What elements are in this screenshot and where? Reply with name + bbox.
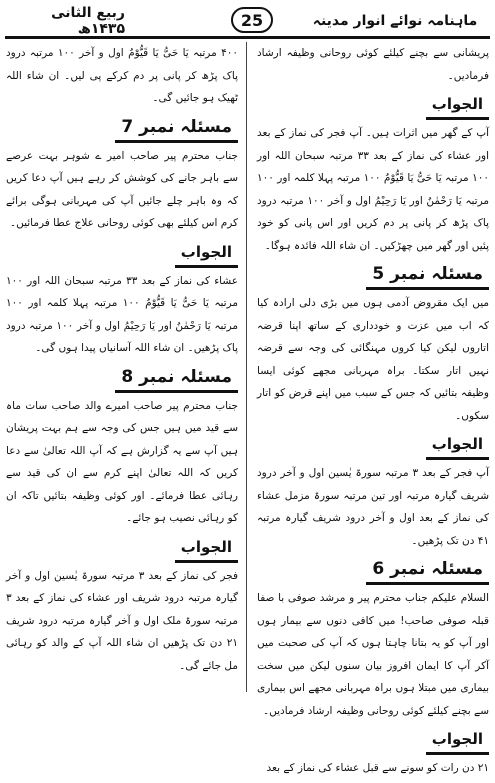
answer-heading: الجواب [257, 431, 489, 460]
answer-text: عشاء کی نماز کے بعد ۳۳ مرتبہ سبحان اللہ اور ۱۰۰ مرتبہ یَا حَیُّ یَا قَیُّوْمُ ۱۰۰ مرتبہ پہلا کلمہ اور ۱۰۰ مرتبہ یَا رَحْمٰنُ اور یَا رَحِیْمُ اول و آخر ۱۰۰ مرتبہ درود پاک پڑھیں۔ ان شاء اللہ آسانیاں پیدا ہوں گی۔ [6, 274, 239, 354]
column-divider [246, 42, 247, 692]
page-header [5, 6, 490, 36]
question-ending-text: پریشانی سے بچنے کیلئے کوئی روحانی وظیفہ ارشاد فرمادیں۔ [257, 47, 489, 82]
answer-text: آپ فجر کے بعد ۳ مرتبہ سورۃ یٰسین اول و آخر درود شریف گیارہ مرتبہ اور تین مرتبہ سورۃ مزمل عشاء کی نماز کے بعد اول و آخر درود شریف گیارہ مرتبہ ۴۱ دن تک پڑھیں۔ [257, 467, 489, 547]
answer-heading: الجواب [6, 534, 238, 563]
answer-text: آپ کے گھر میں اثرات ہیں۔ آپ فجر کی نماز کے بعد اور عشاء کی نماز کے بعد ۳۳ مرتبہ سبحان اللہ اور ۱۰۰ مرتبہ یَا حَیُّ یَا قَیُّوْمُ ۱۰۰ مرتبہ پہلا کلمہ اور ۱۰۰ مرتبہ یَا رَحْمٰنُ اور یَا رَحِیْمُ اول و آخر ۱۰۰ مرتبہ درود پاک پڑھ کر پانی پر دم کریں اور اس پانی کو خود پئیں اور گھر میں چھڑکیں۔ ان شاء اللہ فائدہ ہوگا۔ [257, 127, 489, 252]
question-text-6: السلام علیکم جناب محترم پیر و مرشد صوفی با صفا قبلہ صوفی صاحب! میں کافی دنوں سے بیمار ہوں اور آپ کو یہ بتانا چاہتا ہوں کہ آپ کی صحبت میں آکر آپ کا ایمان افروز بیان سنوں لیکن میں سخت بیماری میں مبتلا ہوں براہ مہربانی مجھے اس بیماری سے بچنے کیلئے کوئی روحانی وظیفہ ارشاد فرمادیں۔ [257, 592, 489, 717]
header-rule [5, 36, 490, 39]
answer-heading: الجواب [257, 726, 489, 755]
question-heading-7: مسئلہ نمبر 7 [6, 114, 238, 143]
right-column [257, 42, 489, 783]
answer-text: ۲۱ دن رات کو سونے سے قبل عشاء کی نماز کے بعد [266, 762, 489, 774]
question-text-7: جناب محترم پیر صاحب امیر ے شوہر بہت عرصے سے باہر جانے کی کوشش کر رہے ہیں آپ دعا کریں کہ وہ باہر چلے جائیں آپ کی مہربانی ہوگی برائے کرم اس کیلئے بھی کوئی روحانی علاج عطا فرمائیں۔ [6, 149, 238, 229]
header-magazine-title: ماہنامہ نوائے انوار مدینہ [312, 13, 478, 29]
answer-continuation-text: ۴۰۰ مرتبہ یَا حَیُّ یَا قَیُّوْمُ اول و آخر ۱۰۰ مرتبہ درود پاک پڑھ کر پانی پر دم کرکے پی لیں۔ ان شاء اللہ ٹھیک ہو جائیں گی۔ [6, 47, 238, 104]
header-date: ربیع الثانی ۱۴۳۵ھ [51, 5, 125, 37]
question-heading-5: مسئلہ نمبر 5 [257, 261, 489, 290]
page-number: 25 [231, 7, 273, 33]
answer-heading: الجواب [257, 91, 489, 120]
left-column [6, 42, 238, 680]
answer-text: فجر کی نماز کے بعد ۳ مرتبہ سورۃ یٰسین اول و آخر گیارہ مرتبہ درود شریف اور عشاء کی نماز کے بعد ۳ مرتبہ سورۃ ملک اول و آخر گیارہ مرتبہ درود شریف ۲۱ دن تک پڑھیں ان شاء اللہ آپ کے والد کو رہائی مل جائے گی۔ [6, 569, 238, 672]
answer-heading: الجواب [6, 239, 238, 268]
question-text-8: جناب محترم پیر صاحب امیرے والد صاحب سات ماہ سے قید میں ہیں جس کی وجہ سے ہم بہت پریشان ہیں آپ سے یہ گزارش ہے کہ آپ اللہ تعالیٰ سے دعا کریں کہ اللہ تعالیٰ اپنے کرم سے ان کی قید سے رہائی عطا فرمائے۔ اور کوئی وظیفہ بتائیں تاکہ ان کو رہائی نصیب ہو جائے۔ [6, 399, 238, 524]
question-heading-6: مسئلہ نمبر 6 [257, 556, 489, 585]
question-heading-8: مسئلہ نمبر 8 [6, 364, 238, 393]
question-text-5: میں ایک مقروض آدمی ہوں میں بڑی دلی ارادہ کیا کہ اب میں عزت و خودداری کے ساتھ اپنا قرضہ اتاروں لیکن کیا کروں مہنگائی کی وجہ سے قرضہ نہیں اتار سکتا۔ براہ مہربانی مجھے کوئی ایسا وظیفہ بتائیں کہ جس کے سبب میں اپنے قرض کو اتار سکوں۔ [257, 297, 489, 422]
